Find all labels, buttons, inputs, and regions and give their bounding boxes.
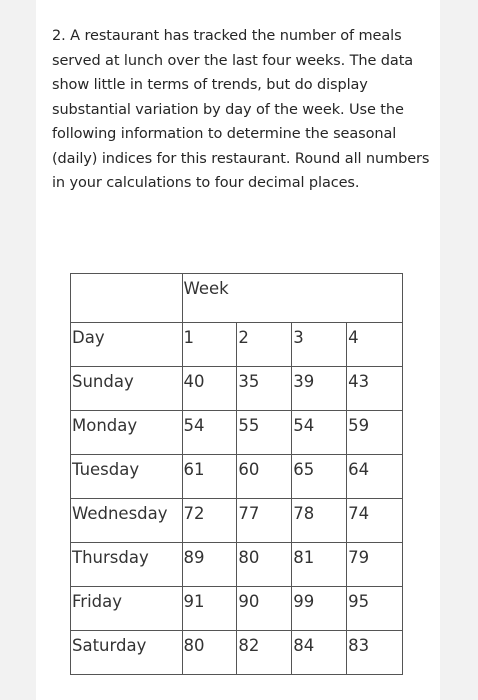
value-cell: 35	[237, 367, 292, 411]
value-cell: 82	[237, 631, 292, 675]
day-cell: Sunday	[71, 367, 183, 411]
table-corner-cell	[71, 274, 183, 323]
column-header-week-3: 3	[292, 323, 347, 367]
value-cell: 79	[347, 543, 403, 587]
value-cell: 60	[237, 455, 292, 499]
table-row	[71, 631, 403, 675]
problem-statement: 2. A restaurant has tracked the number of meals served at lunch over the last four weeks. The data show little in terms of trends, but do display substantial variation by day of the week. Use the following information to determine the seasonal (daily) indices for this restaurant. Round all numbers in your calculations to four decimal places.	[52, 28, 430, 191]
value-cell: 78	[292, 499, 347, 543]
day-cell: Saturday	[71, 631, 183, 675]
value-cell: 81	[292, 543, 347, 587]
value-cell: 77	[237, 499, 292, 543]
value-cell: 59	[347, 411, 403, 455]
value-cell: 54	[182, 411, 237, 455]
day-cell: Monday	[71, 411, 183, 455]
value-cell: 61	[182, 455, 237, 499]
table-row	[71, 455, 403, 499]
value-cell: 90	[237, 587, 292, 631]
table-row	[71, 367, 403, 411]
day-cell: Wednesday	[71, 499, 183, 543]
value-cell: 54	[292, 411, 347, 455]
value-cell: 64	[347, 455, 403, 499]
table-row	[71, 587, 403, 631]
value-cell: 80	[237, 543, 292, 587]
table-column-header-row	[71, 323, 403, 367]
value-cell: 95	[347, 587, 403, 631]
value-cell: 55	[237, 411, 292, 455]
value-cell: 80	[182, 631, 237, 675]
value-cell: 74	[347, 499, 403, 543]
day-cell: Thursday	[71, 543, 183, 587]
value-cell: 65	[292, 455, 347, 499]
column-header-day: Day	[71, 323, 183, 367]
value-cell: 39	[292, 367, 347, 411]
value-cell: 72	[182, 499, 237, 543]
day-cell: Tuesday	[71, 455, 183, 499]
question-card	[36, 0, 440, 700]
table-row	[71, 411, 403, 455]
meals-table	[70, 273, 403, 675]
column-header-week-1: 1	[182, 323, 237, 367]
value-cell: 89	[182, 543, 237, 587]
column-header-week-2: 2	[237, 323, 292, 367]
table-row	[71, 499, 403, 543]
value-cell: 84	[292, 631, 347, 675]
table-row	[71, 543, 403, 587]
table-group-header-row	[71, 274, 403, 323]
value-cell: 91	[182, 587, 237, 631]
value-cell: 40	[182, 367, 237, 411]
week-group-header: Week	[182, 274, 403, 323]
value-cell: 43	[347, 367, 403, 411]
value-cell: 83	[347, 631, 403, 675]
column-header-week-4: 4	[347, 323, 403, 367]
day-cell: Friday	[71, 587, 183, 631]
value-cell: 99	[292, 587, 347, 631]
